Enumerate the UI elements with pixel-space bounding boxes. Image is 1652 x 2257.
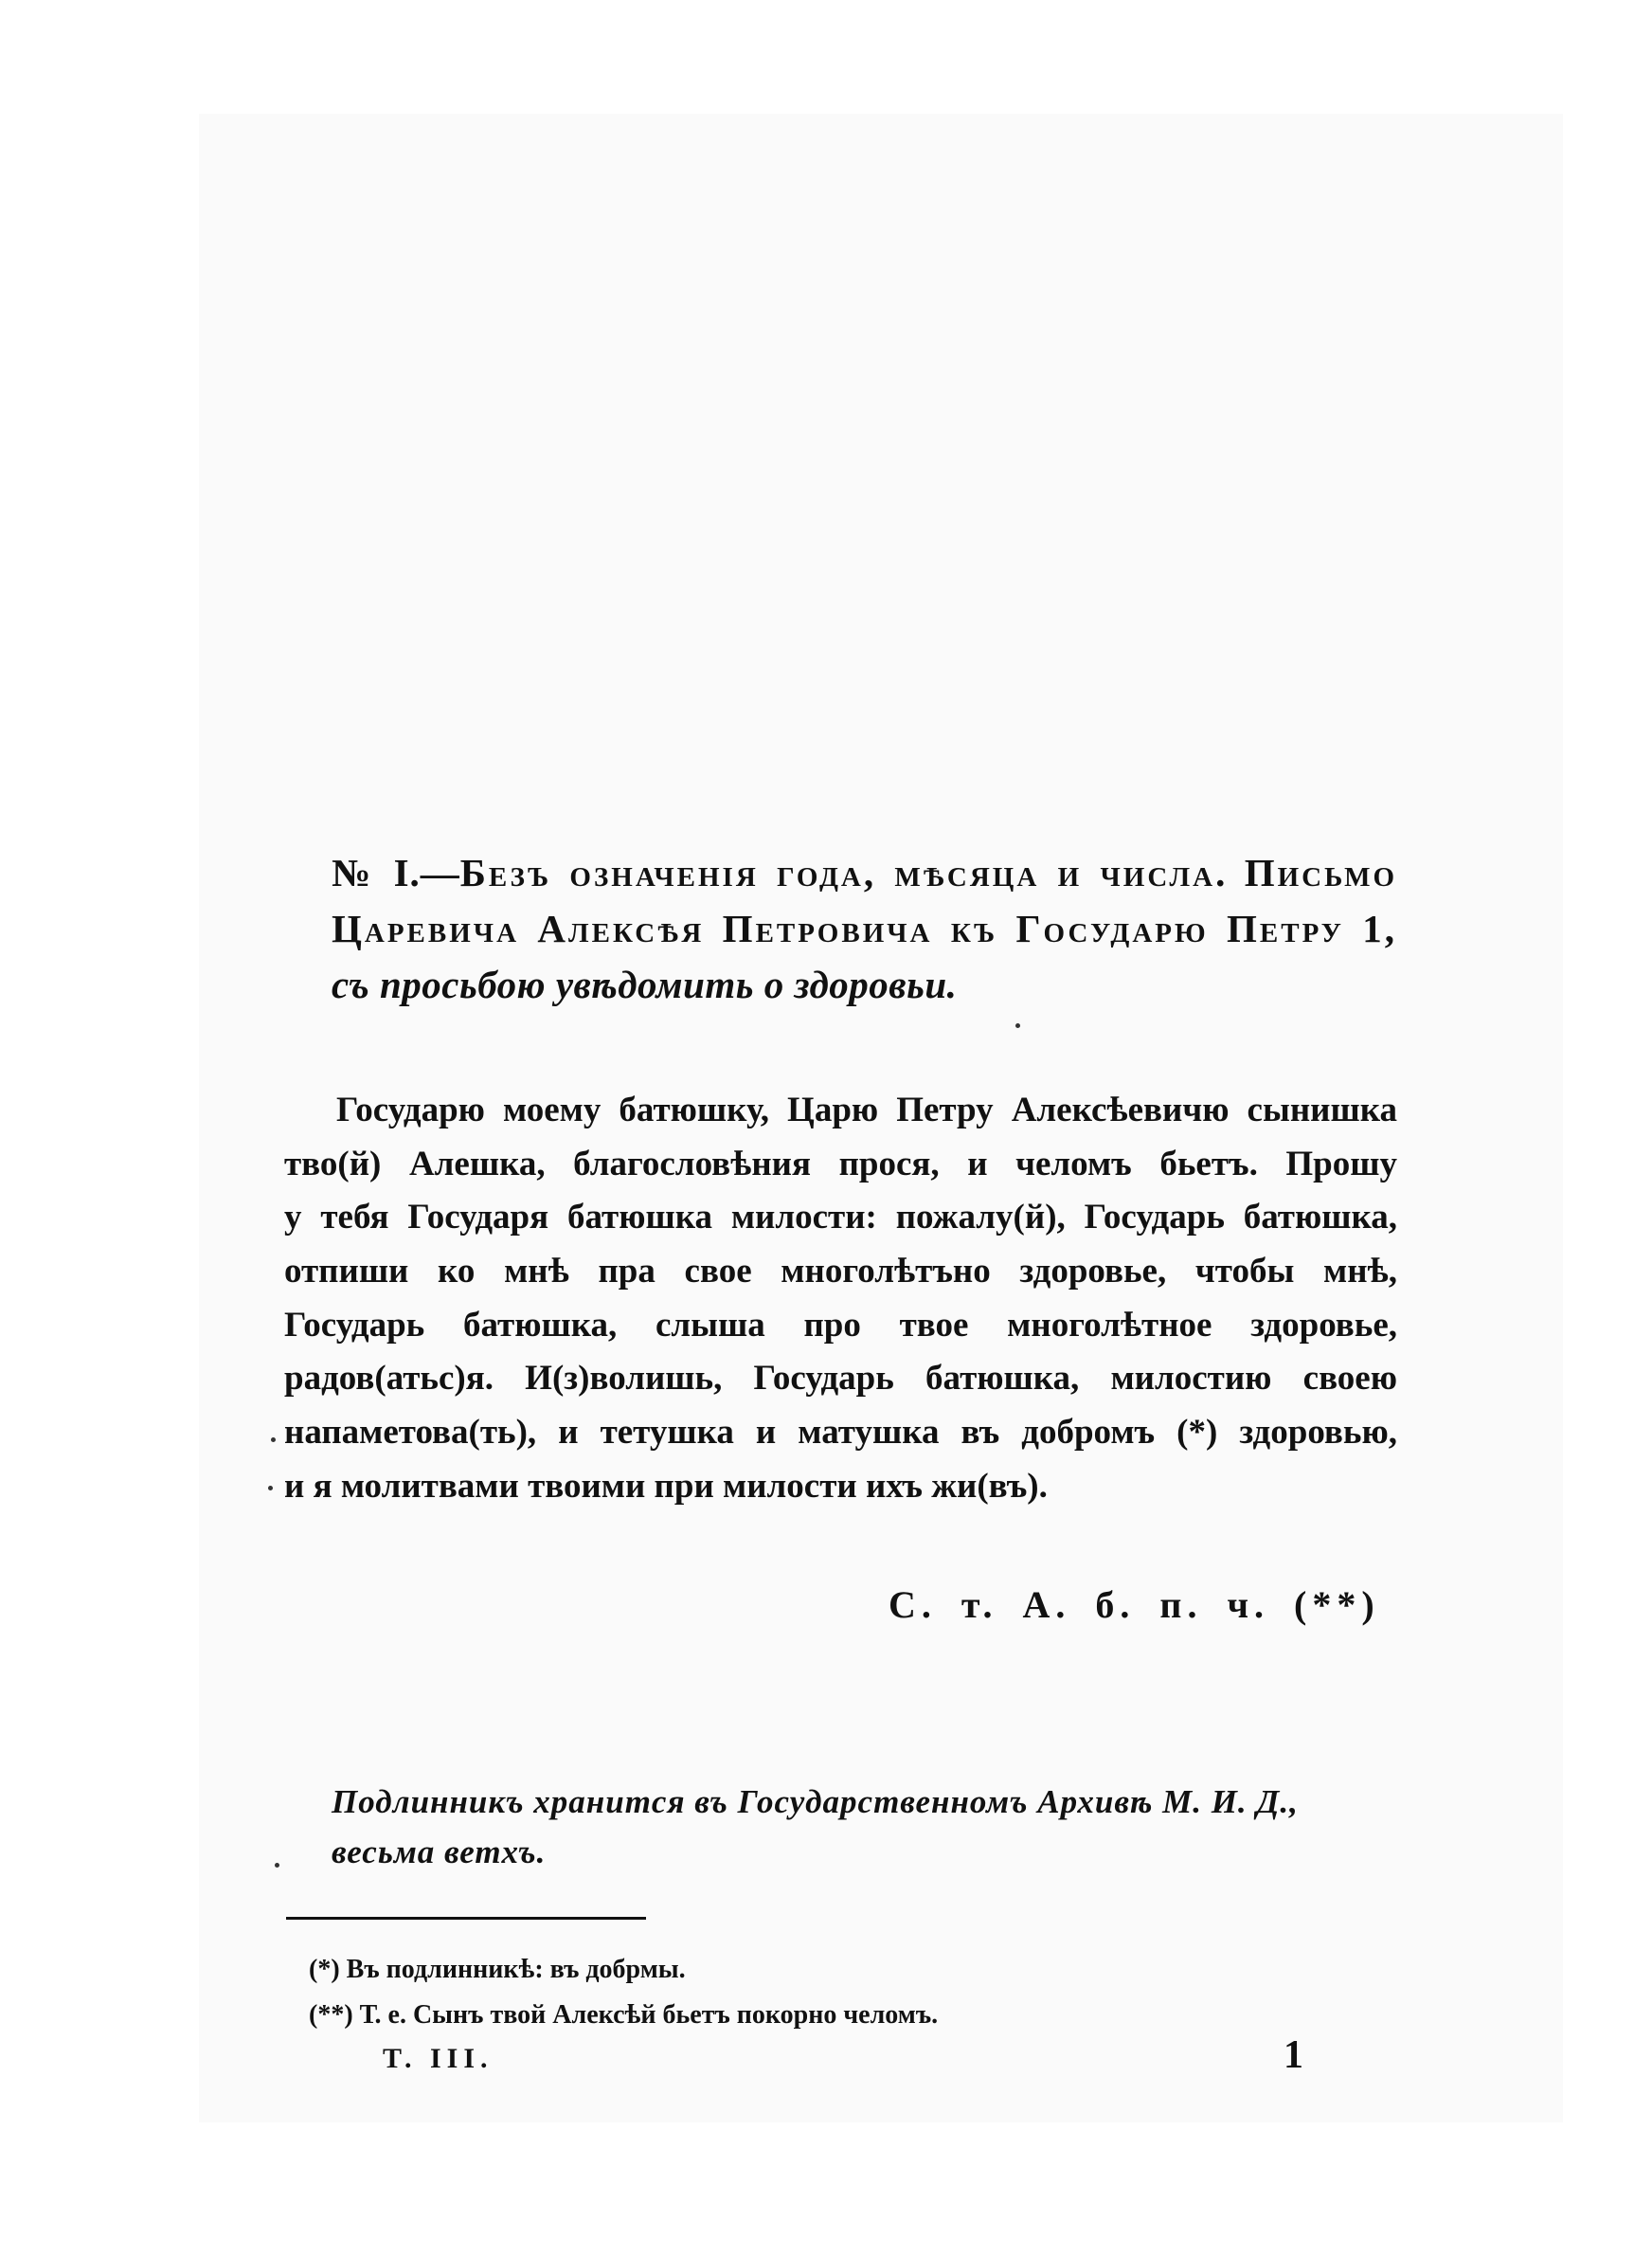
document-number: № I.— [332,851,460,894]
letter-line: напаметова(ть), и тетушка и матушка въ добромъ (*) здоровью, [284,1413,1397,1453]
letter-line: радов(атьс)я. И(з)волишь, Государь батюшка, милостию своею [284,1359,1397,1399]
letter-line: Государь батюшка, слыша про твое многолѣтное здоровье, [284,1305,1397,1345]
letter-line: тво(й) Алешка, благословѣния прося, и челомъ бьетъ. Прошу [284,1144,1397,1183]
document-heading [332,845,1397,1013]
page-number: 1 [1284,2033,1303,2077]
print-speck [271,1437,276,1442]
letter-subject: съ просьбою увѣдомить о здоровьи. [332,963,958,1006]
volume-label: Т. III. [383,2043,494,2074]
print-speck [275,1863,279,1868]
letter-line: Государю моему батюшку, Царю Петру Алексѣевичю сынишка [336,1091,1397,1129]
date-note: Безъ означенія года, мѣсяца и числа. [459,851,1229,894]
letter-body [284,1084,1397,1514]
print-speck [1015,1023,1020,1028]
print-speck [268,1486,273,1490]
footnote: (*) Въ подлинникѣ: въ добрмы. [309,1955,686,1984]
archive-note: Подлинникъ хранится въ Государственномъ Архивѣ М. И. Д., весьма ветхъ. [332,1783,1299,1870]
letter-line: у тебя Государя батюшка милости: пожалу(й), Государь батюшка, [284,1198,1397,1237]
letter-line: отпиши ко мнѣ пра свое многолѣтъно здоровье, чтобы мнѣ, [284,1252,1397,1291]
letter-title: Письмо Царевича Алексѣя Петровича къ Государю Петру 1, [332,851,1398,950]
letter-line: и я молитвами твоими при милости ихъ жи(въ). [284,1466,1048,1506]
footnote-divider [286,1917,646,1920]
footnote: (**) Т. е. Сынъ твой Алексѣй бьетъ покорно челомъ. [309,2000,939,2030]
signature: С. т. А. б. п. ч. (**) [889,1583,1380,1626]
